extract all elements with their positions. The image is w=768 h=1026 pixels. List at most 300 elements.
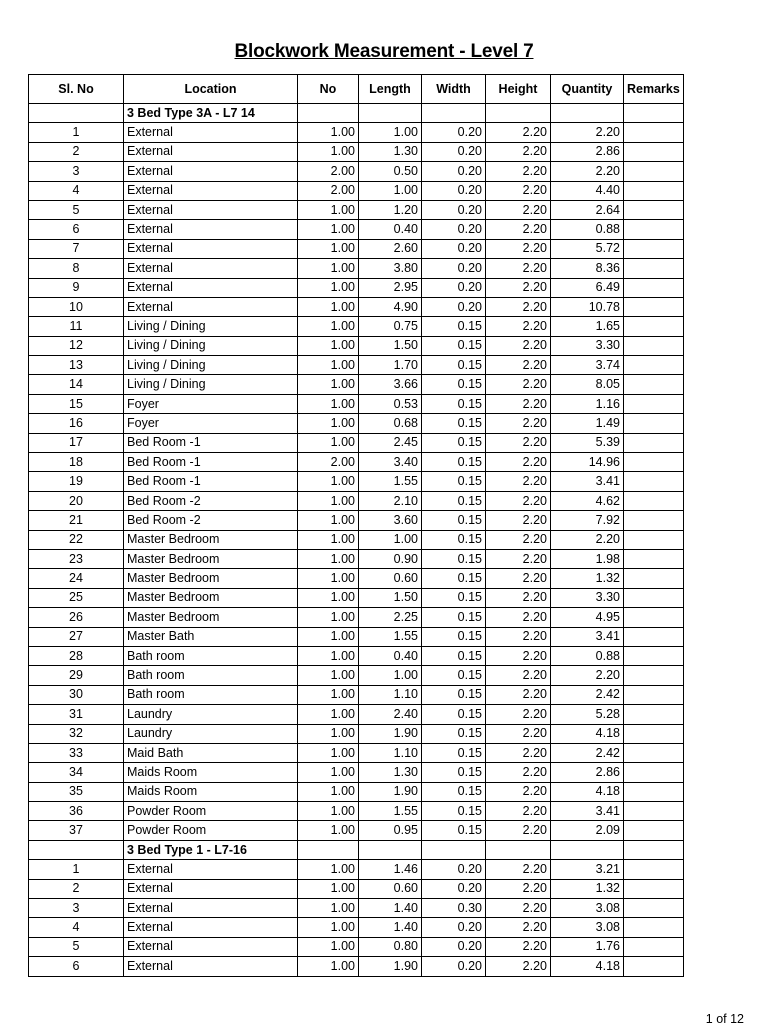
- cell-length: 0.60: [359, 569, 422, 588]
- cell-remarks: [624, 259, 684, 278]
- table-row: [29, 802, 684, 821]
- cell-length: 1.00: [359, 181, 422, 200]
- cell-location: Maid Bath: [124, 743, 298, 762]
- cell-height: 2.20: [486, 181, 551, 200]
- cell-remarks: [624, 123, 684, 142]
- col-header-quantity: Quantity: [551, 75, 624, 104]
- cell-quantity: 4.62: [551, 491, 624, 510]
- cell-quantity: 0.88: [551, 220, 624, 239]
- cell-location: Laundry: [124, 705, 298, 724]
- cell-no: 1.00: [298, 239, 359, 258]
- cell-width: 0.15: [422, 608, 486, 627]
- cell-no: 1.00: [298, 530, 359, 549]
- cell-no: 1.00: [298, 123, 359, 142]
- cell-width: [422, 840, 486, 859]
- cell-sl-no: 37: [29, 821, 124, 840]
- cell-location: External: [124, 220, 298, 239]
- table-row: [29, 142, 684, 161]
- cell-length: 1.00: [359, 123, 422, 142]
- cell-sl-no: 19: [29, 472, 124, 491]
- cell-width: 0.15: [422, 375, 486, 394]
- cell-quantity: 3.41: [551, 627, 624, 646]
- cell-length: 1.10: [359, 685, 422, 704]
- cell-location: External: [124, 297, 298, 316]
- cell-remarks: [624, 918, 684, 937]
- cell-quantity: 5.28: [551, 705, 624, 724]
- cell-width: 0.20: [422, 162, 486, 181]
- cell-height: 2.20: [486, 511, 551, 530]
- cell-height: 2.20: [486, 162, 551, 181]
- cell-width: 0.15: [422, 491, 486, 510]
- cell-no: 1.00: [298, 685, 359, 704]
- cell-height: 2.20: [486, 763, 551, 782]
- cell-remarks: [624, 685, 684, 704]
- cell-quantity: 2.20: [551, 123, 624, 142]
- cell-sl-no: 3: [29, 899, 124, 918]
- cell-sl-no: 34: [29, 763, 124, 782]
- cell-length: 1.70: [359, 356, 422, 375]
- cell-width: 0.20: [422, 297, 486, 316]
- cell-width: 0.15: [422, 627, 486, 646]
- cell-height: 2.20: [486, 724, 551, 743]
- cell-width: 0.15: [422, 530, 486, 549]
- cell-sl-no: 5: [29, 200, 124, 219]
- cell-sl-no: 31: [29, 705, 124, 724]
- cell-remarks: [624, 821, 684, 840]
- cell-length: 1.40: [359, 918, 422, 937]
- cell-length: 1.30: [359, 142, 422, 161]
- cell-quantity: 6.49: [551, 278, 624, 297]
- cell-no: 2.00: [298, 453, 359, 472]
- cell-no: 2.00: [298, 162, 359, 181]
- cell-no: 1.00: [298, 394, 359, 413]
- cell-length: 3.80: [359, 259, 422, 278]
- cell-height: 2.20: [486, 491, 551, 510]
- cell-quantity: 1.65: [551, 317, 624, 336]
- cell-width: 0.15: [422, 433, 486, 452]
- table-row: [29, 162, 684, 181]
- cell-quantity: 4.18: [551, 957, 624, 976]
- cell-location: Master Bedroom: [124, 530, 298, 549]
- table-row: [29, 918, 684, 937]
- cell-quantity: 2.64: [551, 200, 624, 219]
- cell-no: 1.00: [298, 666, 359, 685]
- cell-height: 2.20: [486, 608, 551, 627]
- table-row: [29, 724, 684, 743]
- cell-quantity: 10.78: [551, 297, 624, 316]
- cell-remarks: [624, 957, 684, 976]
- cell-sl-no: [29, 840, 124, 859]
- cell-width: 0.15: [422, 802, 486, 821]
- table-row: [29, 821, 684, 840]
- table-row: [29, 549, 684, 568]
- cell-location: External: [124, 181, 298, 200]
- cell-no: 1.00: [298, 937, 359, 956]
- cell-remarks: [624, 239, 684, 258]
- cell-quantity: [551, 104, 624, 123]
- cell-width: 0.20: [422, 239, 486, 258]
- cell-sl-no: 11: [29, 317, 124, 336]
- cell-no: 1.00: [298, 879, 359, 898]
- cell-height: 2.20: [486, 297, 551, 316]
- cell-sl-no: 4: [29, 181, 124, 200]
- cell-location: Powder Room: [124, 802, 298, 821]
- cell-no: 1.00: [298, 782, 359, 801]
- cell-sl-no: 26: [29, 608, 124, 627]
- table-row: [29, 336, 684, 355]
- cell-no: 1.00: [298, 918, 359, 937]
- cell-remarks: [624, 763, 684, 782]
- cell-location: External: [124, 899, 298, 918]
- cell-length: 0.50: [359, 162, 422, 181]
- cell-height: 2.20: [486, 937, 551, 956]
- cell-location: Bath room: [124, 685, 298, 704]
- cell-location: External: [124, 123, 298, 142]
- cell-quantity: 2.20: [551, 530, 624, 549]
- table-row: [29, 608, 684, 627]
- cell-height: 2.20: [486, 782, 551, 801]
- cell-length: 3.40: [359, 453, 422, 472]
- cell-length: 2.95: [359, 278, 422, 297]
- cell-sl-no: 33: [29, 743, 124, 762]
- cell-length: 0.53: [359, 394, 422, 413]
- cell-sl-no: 5: [29, 937, 124, 956]
- cell-height: 2.20: [486, 549, 551, 568]
- cell-location: Living / Dining: [124, 375, 298, 394]
- cell-location: Maids Room: [124, 782, 298, 801]
- cell-no: 1.00: [298, 259, 359, 278]
- cell-sl-no: 27: [29, 627, 124, 646]
- cell-location: External: [124, 918, 298, 937]
- cell-quantity: 3.74: [551, 356, 624, 375]
- cell-sl-no: 13: [29, 356, 124, 375]
- cell-sl-no: 28: [29, 646, 124, 665]
- cell-height: 2.20: [486, 220, 551, 239]
- cell-sl-no: 17: [29, 433, 124, 452]
- cell-remarks: [624, 705, 684, 724]
- cell-quantity: 1.16: [551, 394, 624, 413]
- cell-no: 1.00: [298, 200, 359, 219]
- cell-remarks: [624, 394, 684, 413]
- cell-width: 0.15: [422, 453, 486, 472]
- table-row: [29, 627, 684, 646]
- cell-width: 0.15: [422, 821, 486, 840]
- col-header-length: Length: [359, 75, 422, 104]
- cell-sl-no: 36: [29, 802, 124, 821]
- cell-no: 1.00: [298, 511, 359, 530]
- cell-location: External: [124, 879, 298, 898]
- cell-length: 0.75: [359, 317, 422, 336]
- cell-location: Living / Dining: [124, 317, 298, 336]
- cell-sl-no: 30: [29, 685, 124, 704]
- cell-length: 1.00: [359, 666, 422, 685]
- cell-length: [359, 104, 422, 123]
- cell-remarks: [624, 200, 684, 219]
- cell-height: 2.20: [486, 530, 551, 549]
- cell-quantity: 2.20: [551, 666, 624, 685]
- cell-length: 2.60: [359, 239, 422, 258]
- cell-location: Master Bedroom: [124, 569, 298, 588]
- table-row: [29, 763, 684, 782]
- cell-width: 0.30: [422, 899, 486, 918]
- col-header-remarks: Remarks: [624, 75, 684, 104]
- cell-height: [486, 840, 551, 859]
- cell-quantity: 2.09: [551, 821, 624, 840]
- cell-height: 2.20: [486, 259, 551, 278]
- cell-location: External: [124, 239, 298, 258]
- cell-location: Bath room: [124, 646, 298, 665]
- cell-width: 0.20: [422, 220, 486, 239]
- table-row: [29, 588, 684, 607]
- table-row: [29, 317, 684, 336]
- cell-remarks: [624, 666, 684, 685]
- cell-length: 1.30: [359, 763, 422, 782]
- table-row: [29, 297, 684, 316]
- cell-length: 1.55: [359, 627, 422, 646]
- cell-length: 1.50: [359, 588, 422, 607]
- cell-no: [298, 104, 359, 123]
- cell-width: 0.15: [422, 569, 486, 588]
- cell-sl-no: 4: [29, 918, 124, 937]
- measurement-table: [28, 74, 684, 977]
- cell-remarks: [624, 530, 684, 549]
- cell-no: 1.00: [298, 317, 359, 336]
- cell-width: 0.15: [422, 646, 486, 665]
- cell-no: 1.00: [298, 297, 359, 316]
- table-row: [29, 414, 684, 433]
- cell-quantity: 1.76: [551, 937, 624, 956]
- cell-quantity: 3.30: [551, 588, 624, 607]
- cell-remarks: [624, 142, 684, 161]
- cell-width: 0.15: [422, 666, 486, 685]
- cell-quantity: 7.92: [551, 511, 624, 530]
- cell-width: 0.15: [422, 782, 486, 801]
- table-row: [29, 220, 684, 239]
- cell-location: Master Bedroom: [124, 588, 298, 607]
- cell-width: 0.15: [422, 336, 486, 355]
- cell-width: 0.20: [422, 879, 486, 898]
- cell-sl-no: 29: [29, 666, 124, 685]
- cell-remarks: [624, 181, 684, 200]
- cell-length: 2.10: [359, 491, 422, 510]
- table-row: [29, 181, 684, 200]
- cell-remarks: [624, 569, 684, 588]
- cell-length: 1.10: [359, 743, 422, 762]
- section-title: 3 Bed Type 3A - L7 14: [124, 104, 298, 123]
- cell-remarks: [624, 899, 684, 918]
- cell-location: Powder Room: [124, 821, 298, 840]
- cell-no: 1.00: [298, 627, 359, 646]
- cell-no: 1.00: [298, 588, 359, 607]
- cell-remarks: [624, 336, 684, 355]
- cell-remarks: [624, 491, 684, 510]
- cell-sl-no: 22: [29, 530, 124, 549]
- cell-width: 0.20: [422, 181, 486, 200]
- cell-sl-no: 32: [29, 724, 124, 743]
- cell-location: Master Bath: [124, 627, 298, 646]
- cell-location: External: [124, 259, 298, 278]
- cell-length: 3.60: [359, 511, 422, 530]
- table-body: [29, 104, 684, 977]
- cell-sl-no: 16: [29, 414, 124, 433]
- table-row: [29, 453, 684, 472]
- cell-sl-no: 21: [29, 511, 124, 530]
- cell-sl-no: 20: [29, 491, 124, 510]
- cell-sl-no: [29, 104, 124, 123]
- cell-length: 3.66: [359, 375, 422, 394]
- cell-remarks: [624, 414, 684, 433]
- cell-remarks: [624, 317, 684, 336]
- cell-length: 1.46: [359, 860, 422, 879]
- table-row: [29, 685, 684, 704]
- cell-remarks: [624, 588, 684, 607]
- cell-height: [486, 104, 551, 123]
- cell-quantity: [551, 840, 624, 859]
- cell-width: 0.20: [422, 259, 486, 278]
- cell-height: 2.20: [486, 743, 551, 762]
- cell-remarks: [624, 743, 684, 762]
- cell-location: Bath room: [124, 666, 298, 685]
- cell-sl-no: 18: [29, 453, 124, 472]
- cell-length: 2.40: [359, 705, 422, 724]
- cell-remarks: [624, 453, 684, 472]
- table-row: [29, 472, 684, 491]
- cell-sl-no: 8: [29, 259, 124, 278]
- cell-no: 1.00: [298, 549, 359, 568]
- cell-sl-no: 12: [29, 336, 124, 355]
- table-row: [29, 646, 684, 665]
- table-row: [29, 123, 684, 142]
- table-row: [29, 200, 684, 219]
- cell-remarks: [624, 472, 684, 491]
- cell-location: Foyer: [124, 394, 298, 413]
- cell-location: Living / Dining: [124, 356, 298, 375]
- table-row: [29, 879, 684, 898]
- cell-length: 1.20: [359, 200, 422, 219]
- table-row: [29, 666, 684, 685]
- cell-quantity: 1.98: [551, 549, 624, 568]
- cell-quantity: 5.39: [551, 433, 624, 452]
- cell-height: 2.20: [486, 879, 551, 898]
- table-row: [29, 278, 684, 297]
- cell-remarks: [624, 356, 684, 375]
- cell-no: 1.00: [298, 569, 359, 588]
- cell-width: 0.20: [422, 860, 486, 879]
- cell-remarks: [624, 549, 684, 568]
- table-row: [29, 239, 684, 258]
- cell-no: 1.00: [298, 142, 359, 161]
- cell-no: 1.00: [298, 763, 359, 782]
- cell-height: 2.20: [486, 142, 551, 161]
- cell-quantity: 1.32: [551, 569, 624, 588]
- cell-height: 2.20: [486, 375, 551, 394]
- cell-length: 0.40: [359, 646, 422, 665]
- cell-quantity: 4.18: [551, 782, 624, 801]
- cell-location: External: [124, 162, 298, 181]
- cell-length: 4.90: [359, 297, 422, 316]
- cell-sl-no: 7: [29, 239, 124, 258]
- cell-height: 2.20: [486, 239, 551, 258]
- cell-no: 1.00: [298, 414, 359, 433]
- cell-remarks: [624, 104, 684, 123]
- cell-remarks: [624, 297, 684, 316]
- cell-width: 0.15: [422, 588, 486, 607]
- cell-length: 0.90: [359, 549, 422, 568]
- cell-location: External: [124, 860, 298, 879]
- cell-length: 0.95: [359, 821, 422, 840]
- cell-width: 0.20: [422, 200, 486, 219]
- cell-no: 1.00: [298, 743, 359, 762]
- cell-height: 2.20: [486, 200, 551, 219]
- cell-no: 1.00: [298, 608, 359, 627]
- cell-sl-no: 25: [29, 588, 124, 607]
- cell-height: 2.20: [486, 569, 551, 588]
- cell-location: Bed Room -1: [124, 433, 298, 452]
- cell-width: 0.15: [422, 356, 486, 375]
- page-number: 1 of 12: [705, 1012, 744, 1026]
- section-header-row: [29, 840, 684, 859]
- cell-length: 0.60: [359, 879, 422, 898]
- cell-height: 2.20: [486, 336, 551, 355]
- cell-quantity: 2.42: [551, 743, 624, 762]
- cell-length: 1.90: [359, 782, 422, 801]
- cell-height: 2.20: [486, 433, 551, 452]
- cell-quantity: 1.49: [551, 414, 624, 433]
- cell-remarks: [624, 840, 684, 859]
- table-row: [29, 705, 684, 724]
- cell-no: 1.00: [298, 802, 359, 821]
- cell-height: 2.20: [486, 414, 551, 433]
- cell-length: 2.45: [359, 433, 422, 452]
- col-header-height: Height: [486, 75, 551, 104]
- cell-length: 0.40: [359, 220, 422, 239]
- cell-quantity: 14.96: [551, 453, 624, 472]
- cell-no: 1.00: [298, 899, 359, 918]
- col-header-sl-no: Sl. No: [29, 75, 124, 104]
- cell-remarks: [624, 162, 684, 181]
- cell-no: 1.00: [298, 220, 359, 239]
- table-row: [29, 491, 684, 510]
- cell-quantity: 2.42: [551, 685, 624, 704]
- col-header-location: Location: [124, 75, 298, 104]
- cell-height: 2.20: [486, 356, 551, 375]
- cell-quantity: 5.72: [551, 239, 624, 258]
- section-title: 3 Bed Type 1 - L7-16: [124, 840, 298, 859]
- cell-sl-no: 35: [29, 782, 124, 801]
- cell-remarks: [624, 608, 684, 627]
- cell-no: [298, 840, 359, 859]
- cell-height: 2.20: [486, 899, 551, 918]
- cell-height: 2.20: [486, 860, 551, 879]
- cell-no: 2.00: [298, 181, 359, 200]
- cell-location: External: [124, 142, 298, 161]
- cell-length: 1.40: [359, 899, 422, 918]
- cell-height: 2.20: [486, 394, 551, 413]
- cell-width: 0.20: [422, 278, 486, 297]
- cell-remarks: [624, 646, 684, 665]
- cell-no: 1.00: [298, 472, 359, 491]
- table-row: [29, 259, 684, 278]
- cell-location: Living / Dining: [124, 336, 298, 355]
- cell-width: 0.15: [422, 472, 486, 491]
- cell-location: Bed Room -2: [124, 491, 298, 510]
- cell-width: 0.15: [422, 763, 486, 782]
- cell-no: 1.00: [298, 724, 359, 743]
- table-row: [29, 743, 684, 762]
- cell-sl-no: 2: [29, 879, 124, 898]
- cell-length: 1.90: [359, 957, 422, 976]
- cell-sl-no: 23: [29, 549, 124, 568]
